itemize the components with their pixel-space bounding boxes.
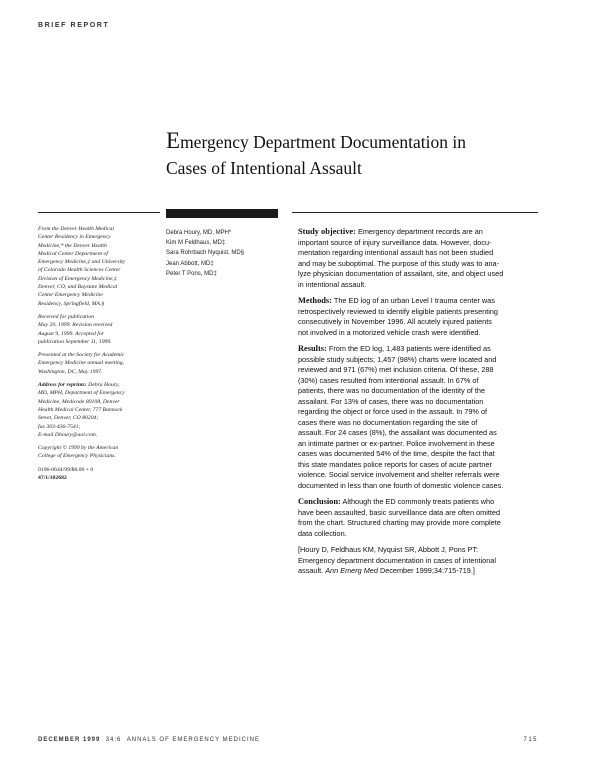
running-footer [38,737,260,743]
citation: [Houry D, Feldhaus KM, Nyquist SR, Abbott J, Pons PT: Emergency department documentation in cases of intentional assault. Ann Emerg Med December 1999;34:715-719.] [298,545,496,575]
title-line-1 [166,128,556,155]
methods-label: Methods: [298,296,332,305]
abstract-results: Results: From the ED log, 1,483 patients were identified as possible study subjects; 1,457 (98%) charts were located and reviewed and 971 (67%) met inclusion criteria. Of these, 288 (30%) cases resulted from intentional assault. In 67% of patients, there was no documentation of the identity of the assailant. For 13% of cases, there was no documentation regarding the object or force used in the assault. In 79% of cases there was no documentation regarding the site of assault. For 24 cases (8%), the assailant was documented as an intimate partner or ex-partner. Police involvement in these cases was documented 54% of the time, despite the fact that this state mandates police reports for cases of acute partner violence. Social service involvement and shelter referrals were documented in less than one fourth of domestic violence cases. [298,344,504,490]
publication-dates-note: Received for publication May 20, 1999. Revision received August 9, 1999. Accepted for publication September 11, 1999. [38,313,113,345]
abstract [298,227,538,583]
title-line-1-text: mergency Department Documentation in [180,132,466,152]
reprints-label: Address for reprints: [38,382,87,389]
title-drop-cap: E [166,128,181,153]
copyright-note: Copyright © 1999 by the American College of Emergency Physicians. [38,445,119,460]
page-number: 715 [523,737,538,743]
reprints-note: Address for reprints: Debra Houry, MD, MPH, Department of Emergency Medicine, Medicode 80108, Denver Health Medical Center, 777 Bannock Street, Denver, CO 80204; fax 303-436-7541; E-mail Dhoury@aol.com. [38,382,125,438]
presented-note: Presented at the Society for Academic Emergency Medicine annual meeting, Washington, DC, May 1997. [38,352,125,375]
title-line-2: Cases of Intentional Assault [166,158,362,178]
running-header-label: BRIEF REPORT [38,22,110,29]
author-column-bar [166,209,278,218]
citation-journal: Ann Emerg Med [325,566,378,575]
author-list [166,228,290,279]
article-title [166,128,556,181]
abstract-column-rule [292,212,538,213]
author-name: Debra Houry, MD, MPH* [166,230,232,236]
author-name: Jean Abbott, MD‡ [166,260,214,267]
results-label: Results: [298,344,327,353]
abstract-conclusion: Conclusion: Although the ED commonly treats patients who have been assaulted, basic surveillance data are often omitted from the chart. Structured charting may provide more complete data collection. [298,497,501,538]
abstract-objective: Study objective: Emergency department records are an important source of injury surveillance data. However, docu- mentation regarding intentional assault has not been studied and may be suboptimal. The purpose of this study was to ana- lyze physician documentation of assailant, site, and object used in intentional assault. [298,227,504,289]
issn-note: 0196-0644/99/$8.00 + 0 47/1/102682 [38,466,94,482]
footer-date: DECEMBER 1999 [38,737,101,743]
objective-label: Study objective: [298,227,356,236]
footer-journal: ANNALS OF EMERGENCY MEDICINE [126,737,260,743]
author-name: Sara Rohrbach Nyquist, MD§ [166,250,245,257]
author-name: Peter T Pons, MD‡ [166,270,217,277]
abstract-methods: Methods: The ED log of an urban Level I trauma center was retrospectively reviewed to identify eligible patients presenting consecutively in November 1996. All acutely injured patients not involved in a motorized vehicle crash were identified. [298,296,498,337]
footer-volume: 34:6 [105,737,122,743]
conclusion-label: Conclusion: [298,497,341,506]
article-sidebar [38,225,160,487]
left-column-rule [38,212,160,213]
affiliation-note: From the Denver Health Medical Center Residency in Emergency Medicine,* the Denver Health Medical Center Department of Emergency Medicine,‡ and University of Colorado Health Sciences Center Division of Emergency Medicine,‡ Denver, CO, and Baystate Medical Center Emergency Medicine Residency, Springfield, MA.§ [38,226,126,307]
author-name: Kim M Feldhaus, MD‡ [166,240,226,247]
